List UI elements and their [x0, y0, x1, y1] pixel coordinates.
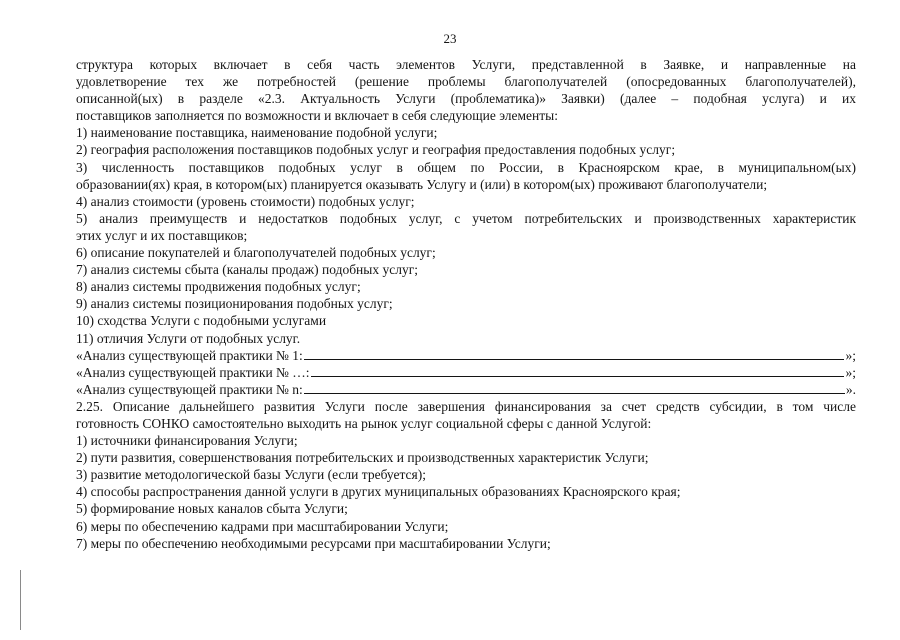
practice-end: »; [845, 364, 856, 380]
paragraph-line: удовлетворение тех же потребностей (решение проблемы благополучателей (опосредованных благополучателей), [76, 74, 856, 90]
fill-in-blank [311, 364, 845, 377]
list-item: 8) анализ системы продвижения подобных услуг; [76, 279, 361, 295]
list-item: 7) анализ системы сбыта (каналы продаж) подобных услуг; [76, 262, 418, 278]
fill-in-blank [304, 381, 845, 394]
list-item: 10) сходства Услуги с подобными услугами [76, 313, 327, 329]
practice-line-n [76, 381, 856, 398]
paragraph-line: поставщиков заполняется по возможности и включает в себя следующие элементы: [76, 108, 558, 124]
list-item: 2) пути развития, совершенствования потребительских и производственных характеристик Услуги; [76, 450, 649, 466]
list-item-continuation: образовании(ях) края, в котором(ых) планируется оказывать Услугу и (или) в котором(ых) проживают благополучатели; [76, 176, 768, 192]
paragraph-line: описанной(ых) в разделе «2.3. Актуальность Услуги (проблематика)» Заявки) (далее – подобная услуга) и их [76, 91, 856, 107]
list-item: 1) наименование поставщика, наименование подобной услуги; [76, 125, 438, 141]
list-item: 5) формирование новых каналов сбыта Услуги; [76, 501, 348, 517]
list-item: 3) численность поставщиков подобных услуг в общем по России, в Красноярском крае, в муниципальном(ых) [76, 159, 856, 175]
section-heading-line: готовность СОНКО самостоятельно выходить на рынок услуг социальной сферы с данной Услугой: [76, 415, 652, 431]
page-number: 23 [443, 31, 457, 46]
practice-label: «Анализ существующей практики № n: [76, 381, 303, 397]
list-item: 9) анализ системы позиционирования подобных услуг; [76, 296, 393, 312]
list-item: 2) география расположения поставщиков подобных услуг и география предоставления подобных услуг; [76, 142, 676, 158]
fill-in-blank [304, 347, 845, 360]
practice-label: «Анализ существующей практики № …: [76, 364, 310, 380]
list-item-continuation: этих услуг и их поставщиков; [76, 227, 248, 243]
list-item: 6) описание покупателей и благополучателей подобных услуг; [76, 245, 436, 261]
document-body [76, 56, 856, 552]
paragraph-line: структура которых включает в себя часть элементов Услуги, представленной в Заявке, и направленные на [76, 57, 856, 72]
scan-edge-line [20, 570, 21, 630]
practice-line-1 [76, 347, 856, 364]
list-item: 11) отличия Услуги от подобных услуг. [76, 330, 301, 346]
list-item: 1) источники финансирования Услуги; [76, 433, 298, 449]
list-item: 5) анализ преимуществ и недостатков подобных услуг, с учетом потребительских и производственных характеристик [76, 210, 856, 226]
list-item: 7) меры по обеспечению необходимыми ресурсами при масштабировании Услуги; [76, 535, 551, 551]
list-item: 3) развитие методологической базы Услуги (если требуется); [76, 467, 427, 483]
list-item: 4) анализ стоимости (уровень стоимости) подобных услуг; [76, 193, 415, 209]
practice-label: «Анализ существующей практики № 1: [76, 347, 303, 363]
practice-line-2 [76, 364, 856, 381]
practice-end: »; [845, 347, 856, 363]
section-heading-line: 2.25. Описание дальнейшего развития Услуги после завершения финансирования за счет средств субсидии, в том числе [76, 398, 856, 414]
practice-end: ». [845, 381, 856, 397]
list-item: 4) способы распространения данной услуги в других муниципальных образованиях Красноярского края; [76, 484, 681, 500]
list-item: 6) меры по обеспечению кадрами при масштабировании Услуги; [76, 518, 449, 534]
